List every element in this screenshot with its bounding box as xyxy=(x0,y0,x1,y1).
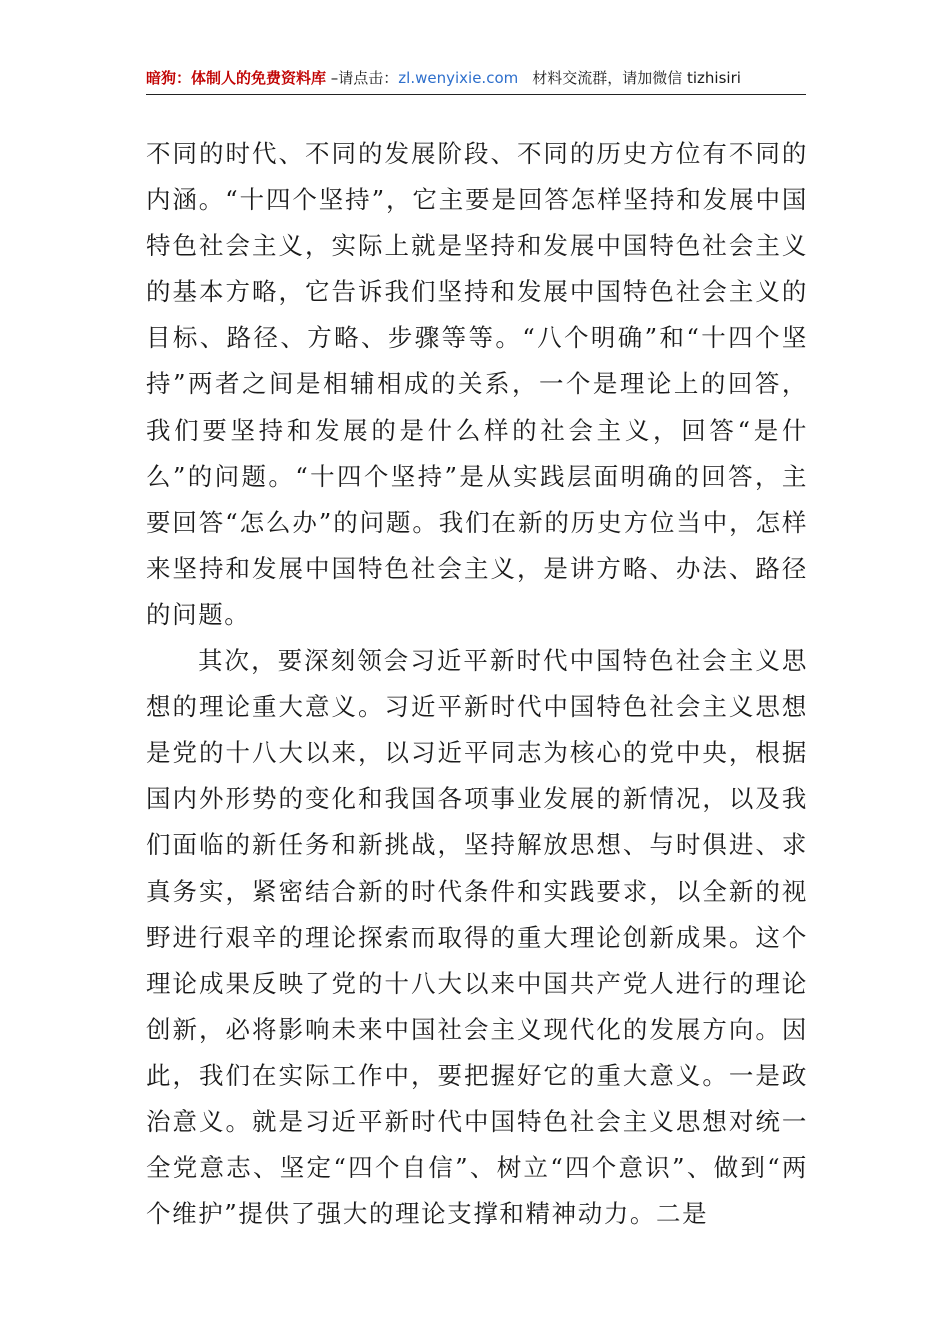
header-wechat-note: 材料交流群，请加微信 tizhisiri xyxy=(532,69,741,87)
paragraph-significance: 其次，要深刻领会习近平新时代中国特色社会主义思想的理论重大意义。习近平新时代中国特色社会主义思想是党的十八大以来，以习近平同志为核心的党中央，根据国内外形势的变化和我国各项事业发展的新情况，以及我们面临的新任务和新挑战，坚持解放思想、与时俱进、求真务实，紧密结合新的时代条件和实践要求，以全新的视野进行艰辛的理论探索而取得的重大理论创新成果。这个理论成果反映了党的十八大以来中国共产党人进行的理论创新，必将影响未来中国社会主义现代化的发展方向。因此，我们在实际工作中，要把握好它的重大意义。一是政治意义。就是习近平新时代中国特色社会主义思想对统一全党意志、坚定“四个自信”、树立“四个意识”、做到“两个维护”提供了强大的理论支撑和精神动力。二是 xyxy=(146,646,808,1229)
header-link[interactable]: zl.wenyixie.com xyxy=(398,69,519,87)
page-header xyxy=(146,66,806,95)
document-body xyxy=(146,131,808,1237)
header-brand: 暗狗：体制人的免费资料库 xyxy=(146,69,327,87)
header-separator: –请点击： xyxy=(326,69,399,87)
paragraph-continuation: 不同的时代、不同的发展阶段、不同的历史方位有不同的内涵。“十四个坚持”，它主要是回答怎样坚持和发展中国特色社会主义，实际上就是坚持和发展中国特色社会主义的基本方略，它告诉我们坚持和发展中国特色社会主义的目标、路径、方略、步骤等等。“八个明确”和“十四个坚持”两者之间是相辅相成的关系，一个是理论上的回答，我们要坚持和发展的是什么样的社会主义，回答“是什么”的问题。“十四个坚持”是从实践层面明确的回答，主要回答“怎么办”的问题。我们在新的历史方位当中，怎样来坚持和发展中国特色社会主义，是讲方略、办法、路径的问题。 xyxy=(146,139,808,629)
